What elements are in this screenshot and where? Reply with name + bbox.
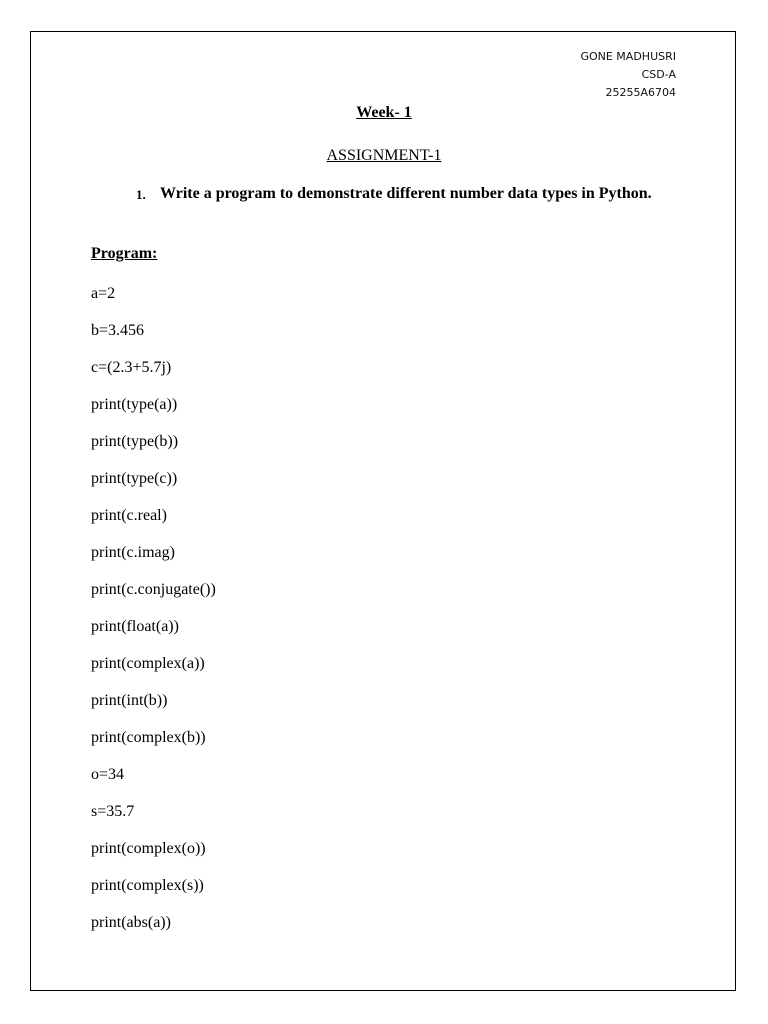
question-text: Write a program to demonstrate different number data types in Python. [160, 185, 652, 202]
code-line: print(c.real) [91, 507, 167, 524]
code-line: c=(2.3+5.7j) [91, 359, 172, 376]
code-line: print(type(b)) [91, 433, 179, 450]
code-line: print(c.conjugate()) [91, 581, 216, 598]
student-section: CSD-A [641, 68, 676, 81]
code-line: print(complex(o)) [91, 840, 206, 857]
code-line: print(complex(s)) [91, 877, 204, 894]
week-heading: Week- 1 [356, 104, 412, 121]
student-roll-number: 25255A6704 [605, 86, 676, 99]
document-page [30, 31, 736, 991]
code-line: print(type(c)) [91, 470, 178, 487]
program-label: Program: [91, 245, 158, 262]
student-info [580, 48, 676, 102]
code-listing [91, 284, 216, 950]
question-item [136, 184, 656, 204]
code-line: print(float(a)) [91, 618, 179, 635]
code-line: s=35.7 [91, 803, 135, 820]
code-line: print(int(b)) [91, 692, 168, 709]
assignment-title: ASSIGNMENT-1 [326, 147, 442, 164]
code-line: a=2 [91, 285, 116, 302]
code-line: print(complex(b)) [91, 729, 206, 746]
code-line: print(complex(a)) [91, 655, 205, 672]
question-number: 1. [136, 187, 146, 202]
code-line: print(type(a)) [91, 396, 178, 413]
student-name: GONE MADHUSRI [580, 50, 676, 63]
code-line: print(c.imag) [91, 544, 175, 561]
code-line: print(abs(a)) [91, 914, 171, 931]
code-line: b=3.456 [91, 322, 145, 339]
code-line: o=34 [91, 766, 125, 783]
